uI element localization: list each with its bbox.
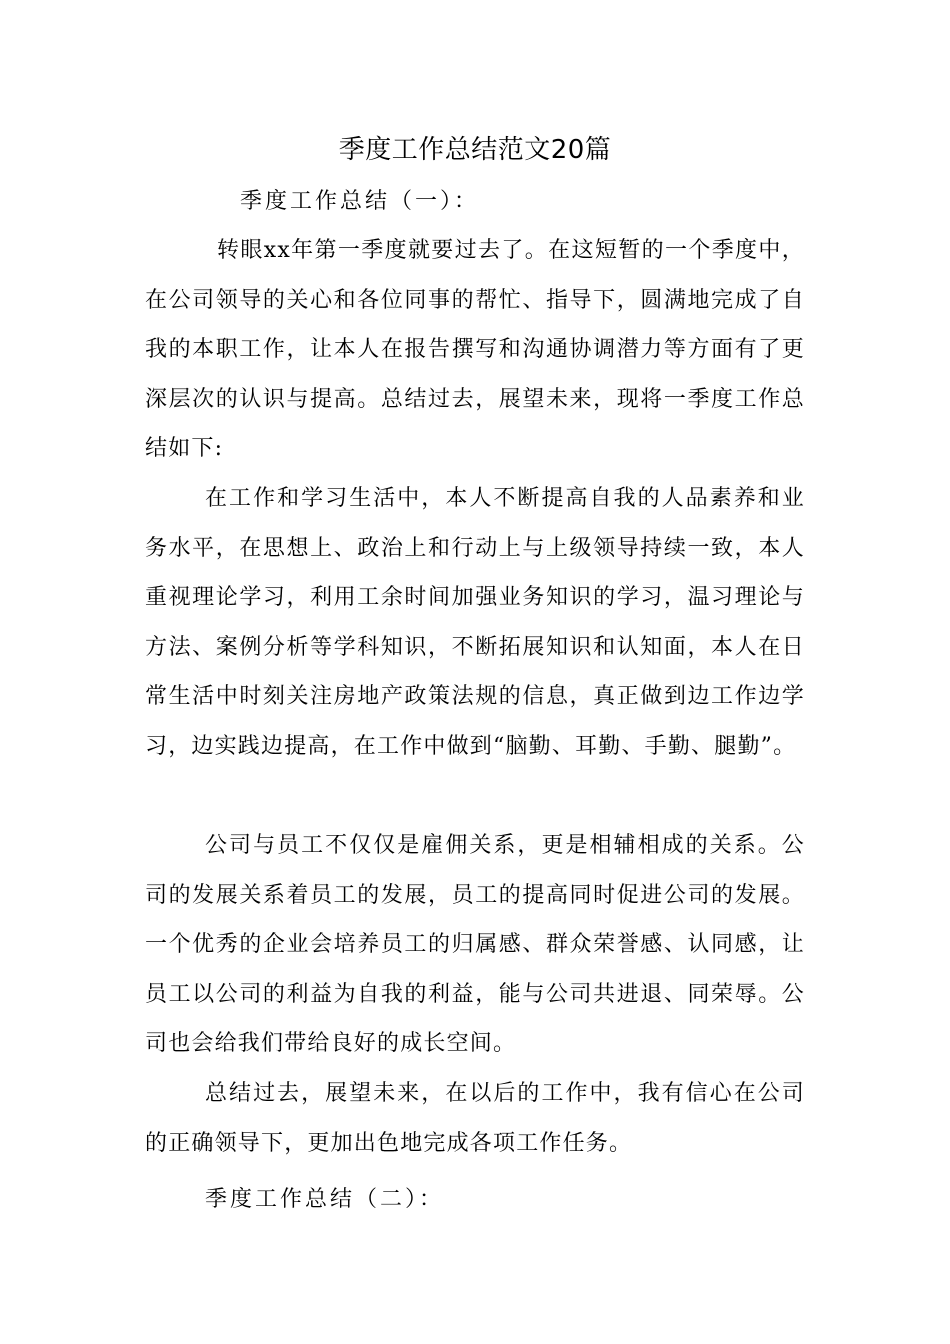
paragraph: 转眼xx年第一季度就要过去了。在这短暂的一个季度中，在公司领导的关心和各位同事的帮忙、指导下，圆满地完成了自我的本职工作，让本人在报告撰写和沟通协调潜力等方面有了更深层次的认识与提高。总结过去，展望未来，现将一季度工作总结如下: [145, 238, 805, 461]
paragraph: 公司与员工不仅仅是雇佣关系，更是相辅相成的关系。公司的发展关系着员工的发展，员工的提高同时促进公司的发展。一个优秀的企业会培养员工的归属感、群众荣誉感、认同感，让员工以公司的利益为自我的利益，能与公司共进退、同荣辱。公司也会给我们带给良好的成长空间。 [145, 833, 805, 1056]
paragraph: 在工作和学习生活中，本人不断提高自我的人品素养和业务水平，在思想上、政治上和行动上与上级领导持续一致，本人重视理论学习，利用工余时间加强业务知识的学习，温习理论与方法、案例分析等学科知识，不断拓展知识和认知面，本人在日常生活中时刻关注房地产政策法规的信息，真正做到边工作边学习，边实践边提高，在工作中做到“脑勤、耳勤、手勤、腿勤”。 [145, 486, 805, 759]
paragraph: 总结过去，展望未来，在以后的工作中，我有信心在公司的正确领导下，更加出色地完成各项工作任务。 [145, 1081, 805, 1156]
document-title: 季度工作总结范文20篇 [338, 135, 612, 165]
section-heading-2: 季度工作总结（二）： [205, 1187, 445, 1212]
section-heading-1: 季度工作总结（一）： [240, 189, 480, 214]
